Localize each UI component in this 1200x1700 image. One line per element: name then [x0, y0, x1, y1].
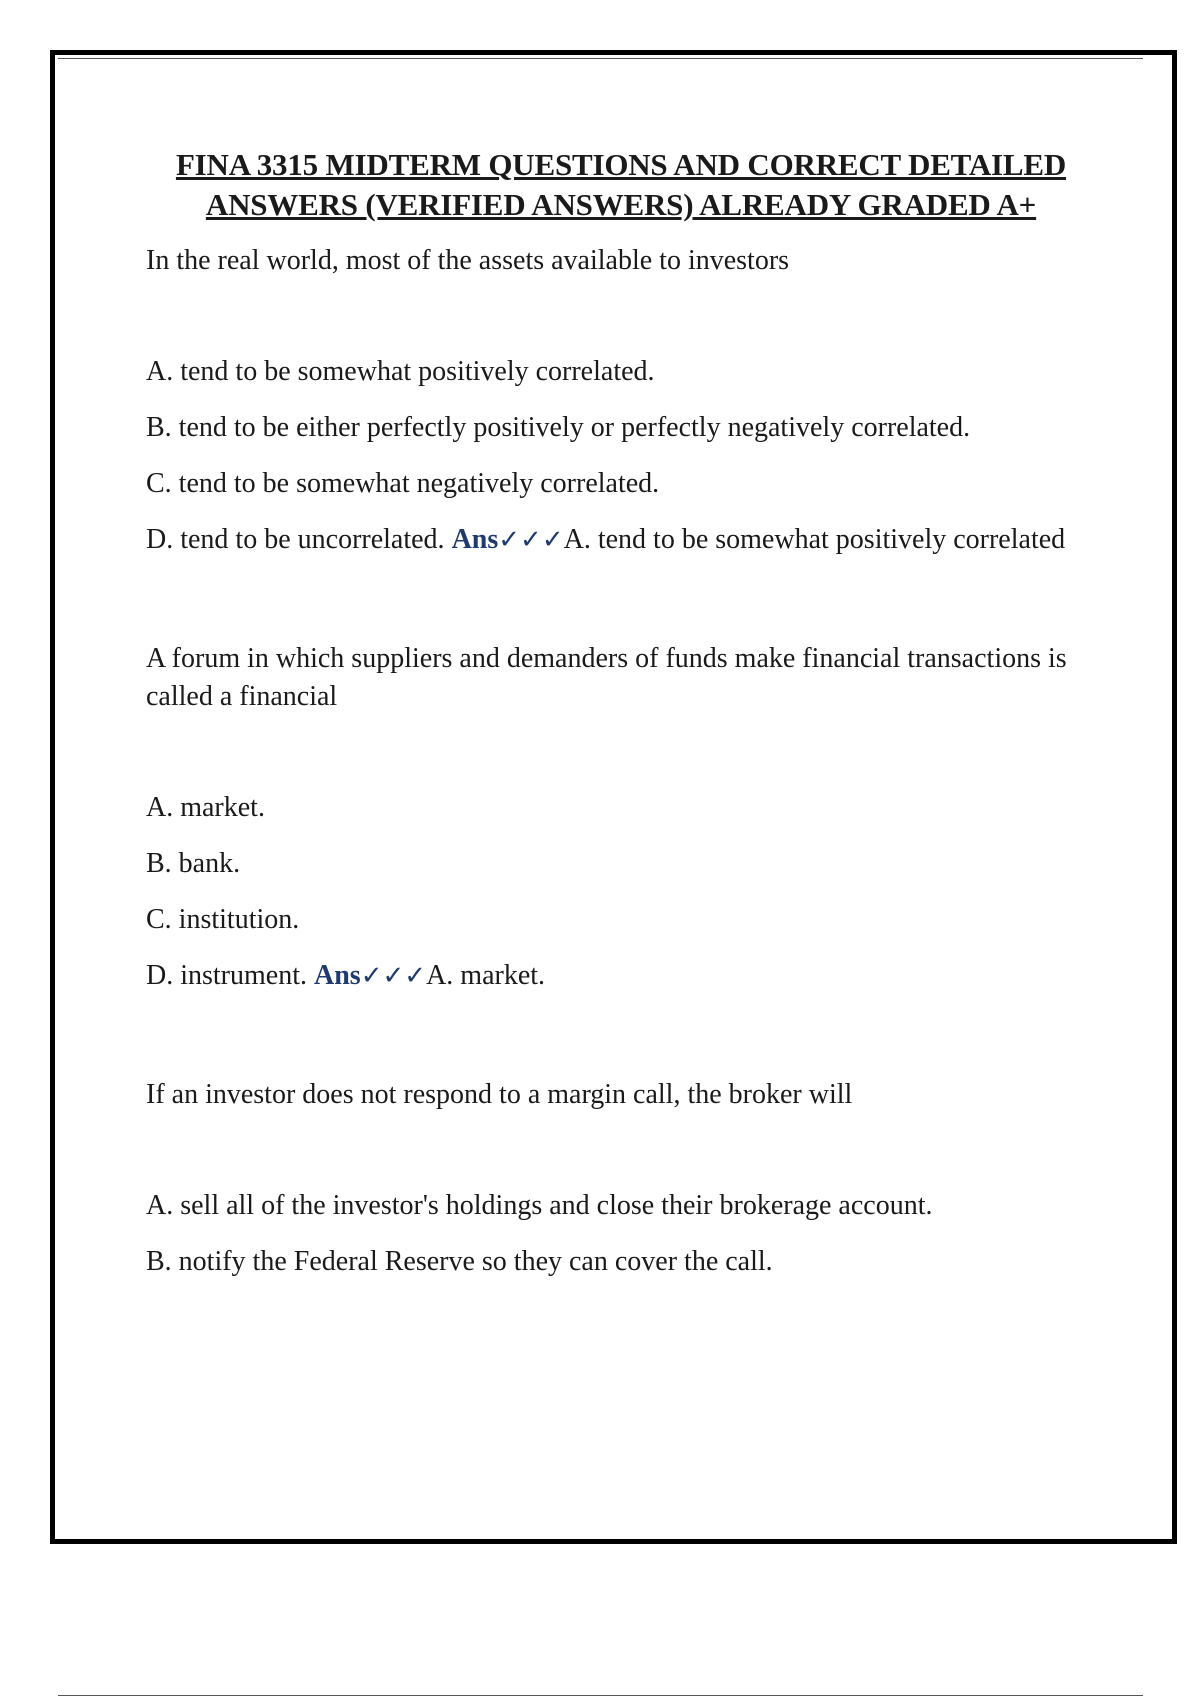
question-prompt: A forum in which suppliers and demanders of funds make financial transactions is called a financial [146, 643, 1067, 712]
answer-label: Ans [314, 960, 361, 991]
document-title [146, 145, 1096, 225]
checkmark-icon: ✓✓✓ [498, 525, 564, 555]
option-d: D. instrument. [146, 960, 307, 991]
option-a: A. sell all of the investor's holdings and close their brokerage account. [146, 1190, 933, 1221]
option-a: A. market. [146, 792, 265, 823]
question-prompt: In the real world, most of the assets available to investors [146, 245, 790, 276]
question-prompt: If an investor does not respond to a margin call, the broker will [146, 1079, 853, 1110]
option-c: C. institution. [146, 904, 300, 935]
question-block [146, 640, 1096, 996]
bottom-rule [58, 1695, 1143, 1696]
option-a: A. tend to be somewhat positively correlated. [146, 356, 655, 387]
option-d: D. tend to be uncorrelated. [146, 524, 445, 555]
option-d-with-answer [146, 520, 1096, 560]
top-rule [58, 58, 1143, 59]
option-b: B. tend to be either perfectly positively or perfectly negatively correlated. [146, 412, 971, 443]
question-block [146, 1076, 1096, 1282]
option-b: B. bank. [146, 848, 241, 879]
document-title-line-1: FINA 3315 MIDTERM QUESTIONS AND CORRECT DETAILED [175, 147, 1067, 182]
option-c: C. tend to be somewhat negatively correlated. [146, 468, 660, 499]
answer-text: A. market. [426, 960, 546, 991]
option-b: B. notify the Federal Reserve so they can cover the call. [146, 1246, 773, 1277]
answer-label: Ans [451, 524, 499, 555]
option-d-with-answer [146, 956, 1096, 996]
answer-text: A. tend to be somewhat positively correlated [563, 524, 1066, 555]
document-title-line-2: ANSWERS (VERIFIED ANSWERS) ALREADY GRADED A+ [205, 187, 1037, 222]
document-body [146, 145, 1096, 1298]
question-block [146, 242, 1096, 560]
checkmark-icon: ✓✓✓ [360, 961, 427, 991]
